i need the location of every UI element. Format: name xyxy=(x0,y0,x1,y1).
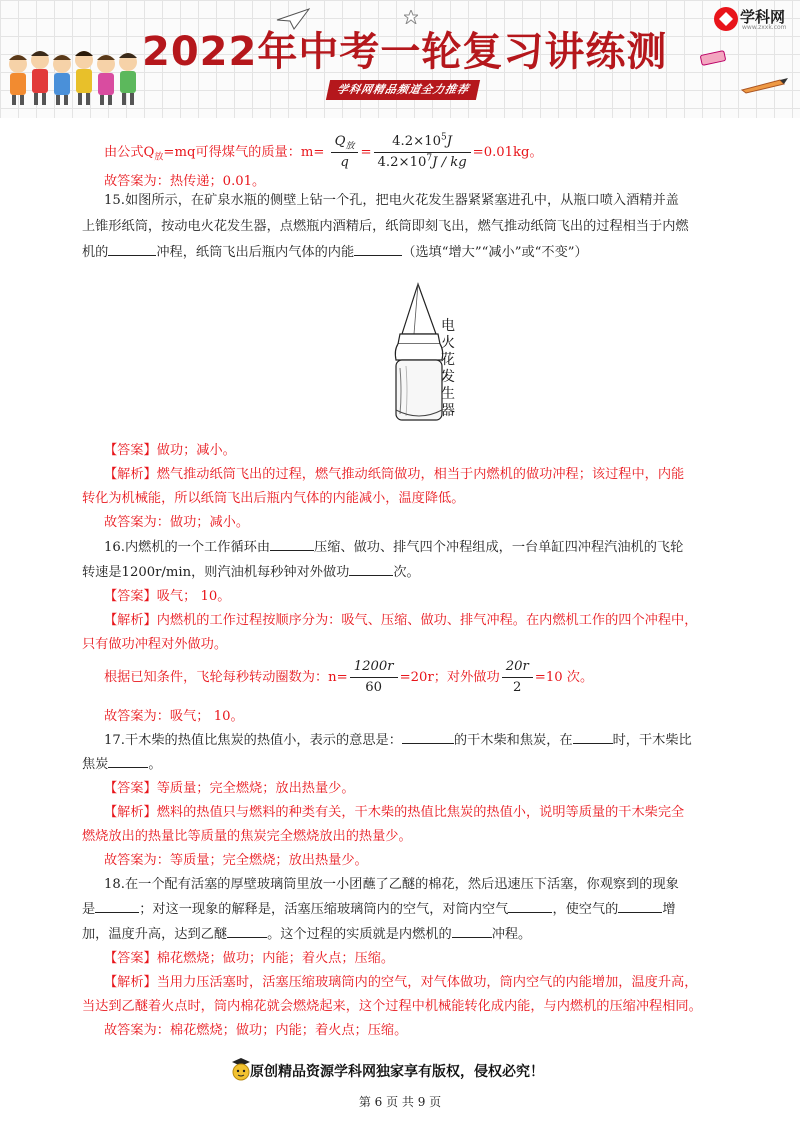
text-segment: 冲程。 xyxy=(491,927,532,942)
frac-numerator: 1200r xyxy=(350,657,398,678)
q15-stem-line3 xyxy=(82,243,588,263)
answer-tag: 【答案】 xyxy=(104,589,157,604)
fill-blank xyxy=(108,243,156,256)
fraction-q-over-q xyxy=(331,132,359,173)
analysis-tag: 【解析】 xyxy=(104,613,157,628)
frac-numerator-unit: J xyxy=(446,134,453,149)
formula-mid: =mq可得煤气的质量：m= xyxy=(163,145,325,160)
q16-analysis-line2: 只有做功冲程对外做功。 xyxy=(82,637,228,652)
q16-stem-line2 xyxy=(82,563,420,583)
fraction-energy-over-heat-value xyxy=(374,132,471,173)
q17-final-answer: 故答案为：等质量；完全燃烧；放出热量少。 xyxy=(104,853,368,868)
eraser-icon xyxy=(700,50,726,66)
fill-blank xyxy=(108,755,148,768)
q15-stem-line1: 15.如图所示，在矿泉水瓶的侧壁上钻一个孔，把电火花发生器紧紧塞进孔中，从瓶口喷入酒精并盖 xyxy=(104,193,679,208)
q17-analysis-line2: 燃烧放出的热量比等质量的焦炭完全燃烧放出的热量少。 xyxy=(82,829,412,844)
calc-text: =20r；对外做功 xyxy=(399,670,500,685)
q17-stem-line1 xyxy=(104,731,692,751)
text-segment: ；对这一现象的解释是，活塞压缩玻璃筒内的空气，对筒内空气 xyxy=(139,902,509,917)
label-char: 生 xyxy=(441,386,455,402)
frac-numerator-exp: 5 xyxy=(440,132,447,143)
answer-text: 等质量；完全燃烧；放出热量少。 xyxy=(156,781,355,796)
q15-analysis-line1 xyxy=(104,465,684,485)
fraction-work-times xyxy=(502,657,533,698)
calc-text: =10 次。 xyxy=(534,670,594,685)
frac-denominator: 60 xyxy=(365,680,383,695)
analysis-text: 内燃机的工作过程按顺序分为：吸气、压缩、做功、排气冲程。在内燃机工作的四个冲程中， xyxy=(156,613,698,628)
label-char: 电 xyxy=(441,318,455,334)
frac-denominator-exp: 7 xyxy=(426,153,433,164)
graduate-mascot-icon xyxy=(230,1056,252,1082)
label-char: 花 xyxy=(441,352,455,368)
text-segment: 是 xyxy=(82,902,96,917)
answer-text: 吸气； 10。 xyxy=(156,589,231,604)
q15-analysis-line2: 转化为机械能，所以纸筒飞出后瓶内气体的内能减小，温度降低。 xyxy=(82,491,465,506)
q16-stem-line1 xyxy=(104,538,683,558)
text-segment: 次。 xyxy=(393,565,420,580)
frac-numerator-sub: 放 xyxy=(345,141,355,152)
formula-result: =0.01kg。 xyxy=(472,145,543,160)
text-segment: 17.干木柴的热值比焦炭的热值小，表示的意思是： xyxy=(104,733,402,748)
fill-blank xyxy=(95,900,139,913)
analysis-tag: 【解析】 xyxy=(104,467,157,482)
q14-formula-line: 由公式$Q_放=mq$可得煤气的质量：m= $\frac{Q_放}{q}$ = $\frac{4.2\times 10^5J}{4.2\times 10^7J / kg}$ =0.01kg。 xyxy=(104,132,543,173)
page-number: 第 6 页 共 9 页 xyxy=(358,1095,442,1109)
fill-blank xyxy=(227,925,267,938)
answer-text: 棉花燃烧；做功；内能；着火点；压缩。 xyxy=(156,951,395,966)
text-segment: （选填“增大”“减小”或“不变”） xyxy=(402,245,588,260)
q17-answer xyxy=(104,779,355,799)
analysis-tag: 【解析】 xyxy=(104,805,157,820)
fraction-rev-per-second xyxy=(350,657,398,698)
q18-stem-line3 xyxy=(82,925,531,945)
text-segment: 增 xyxy=(662,902,676,917)
label-char: 器 xyxy=(441,403,455,419)
analysis-text: 燃料的热值只与燃料的种类有关，干木柴的热值比焦炭的热值小，说明等质量的干木柴完全 xyxy=(156,805,685,820)
pencil-icon xyxy=(740,76,790,94)
q17-analysis-line1 xyxy=(104,803,684,823)
text-segment: 压缩、做功、排气四个冲程组成，一台单缸四冲程汽油机的飞轮 xyxy=(314,540,684,555)
frac-denominator: q xyxy=(340,155,349,170)
q16-calculation xyxy=(104,657,593,698)
answer-tag: 【答案】 xyxy=(104,443,157,458)
text-segment: 的干木柴和焦炭，在 xyxy=(453,733,573,748)
label-char: 火 xyxy=(441,335,455,351)
q17-stem-line2 xyxy=(82,755,162,775)
q15-stem-line2: 上锥形纸筒，按动电火花发生器，点燃瓶内酒精后，纸筒即刻飞出，燃气推动纸筒飞出的过程相当于内燃 xyxy=(82,219,689,234)
header-ribbon: 学科网精品频道全力推荐 xyxy=(326,80,480,100)
answer-tag: 【答案】 xyxy=(104,781,157,796)
text-segment: 焦炭 xyxy=(82,757,109,772)
q18-final-answer: 故答案为：棉花燃烧；做功；内能；着火点；压缩。 xyxy=(104,1023,408,1038)
analysis-text: 当用力压活塞时，活塞压缩玻璃筒内的空气，对气体做功，筒内空气的内能增加，温度升高， xyxy=(156,975,698,990)
frac-numerator: 4.2×10 xyxy=(392,134,441,149)
fill-blank xyxy=(618,900,662,913)
q16-analysis-line1 xyxy=(104,611,697,631)
frac-denominator: 2 xyxy=(513,680,522,695)
fill-blank xyxy=(349,563,393,576)
q15-final-answer: 故答案为：做功；减小。 xyxy=(104,515,250,530)
text-segment: ，使空气的 xyxy=(552,902,619,917)
fill-blank xyxy=(270,538,314,551)
q18-stem-line1: 18.在一个配有活塞的厚壁玻璃筒里放一小团蘸了乙醚的棉花，然后迅速压下活塞，你观察到的现象 xyxy=(104,877,679,892)
formula-prefix: 由公式Q xyxy=(104,145,155,160)
answer-text: 做功；减小。 xyxy=(156,443,236,458)
frac-denominator-unit: J / kg xyxy=(432,155,467,170)
answer-tag: 【答案】 xyxy=(104,951,157,966)
logo-text: 学科网 xyxy=(740,8,786,26)
q18-answer xyxy=(104,949,394,969)
q18-analysis-line2: 当达到乙醚着火点时，筒内棉花就会燃烧起来，这个过程中机械能转化成内能，与内燃机的压缩冲程相同。 xyxy=(82,999,702,1014)
children-illustration xyxy=(4,46,144,108)
text-segment: 16.内燃机的一个工作循环由 xyxy=(104,540,271,555)
q14-final-answer: 故答案为：热传递；0.01。 xyxy=(104,174,266,189)
q18-analysis-line1 xyxy=(104,973,697,993)
q15-answer xyxy=(104,441,236,461)
analysis-text: 燃气推动纸筒飞出的过程，燃气推动纸筒做功，相当于内燃机的做功冲程；该过程中，内能 xyxy=(156,467,685,482)
q18-stem-line2 xyxy=(82,900,676,920)
frac-numerator: Q xyxy=(334,134,346,149)
text-segment: 。这个过程的实质就是内燃机的 xyxy=(267,927,452,942)
analysis-tag: 【解析】 xyxy=(104,975,157,990)
page-title: 2022年中考一轮复习讲练测 xyxy=(142,29,668,75)
q16-final-answer: 故答案为：吸气； 10。 xyxy=(104,709,244,724)
header-banner xyxy=(0,0,800,118)
fill-blank xyxy=(573,731,613,744)
fill-blank xyxy=(402,731,454,744)
fill-blank xyxy=(354,243,402,256)
text-segment: 冲程，纸筒飞出后瓶内气体的内能 xyxy=(156,245,355,260)
text-segment: 转速是1200r/min，则汽油机每秒钟对外做功 xyxy=(82,565,350,580)
fill-blank xyxy=(452,925,492,938)
frac-denominator: 4.2×10 xyxy=(377,155,427,170)
formula-subscript: 放 xyxy=(154,152,164,163)
text-segment: 。 xyxy=(148,757,162,772)
logo-url: www.zxxk.com xyxy=(742,24,787,31)
fill-blank xyxy=(508,900,552,913)
text-segment: 时，干木柴比 xyxy=(612,733,692,748)
label-char: 发 xyxy=(441,369,455,385)
frac-numerator: 20r xyxy=(502,657,533,678)
text-segment: 机的 xyxy=(82,245,109,260)
copyright-notice: 原创精品资源学科网独家享有版权，侵权必究！ xyxy=(250,1064,544,1080)
q16-answer xyxy=(104,587,230,607)
text-segment: 加，温度升高，达到乙醚 xyxy=(82,927,228,942)
calc-text: 根据已知条件，飞轮每秒转动圈数为：n= xyxy=(104,670,348,685)
figure-label xyxy=(440,318,456,420)
